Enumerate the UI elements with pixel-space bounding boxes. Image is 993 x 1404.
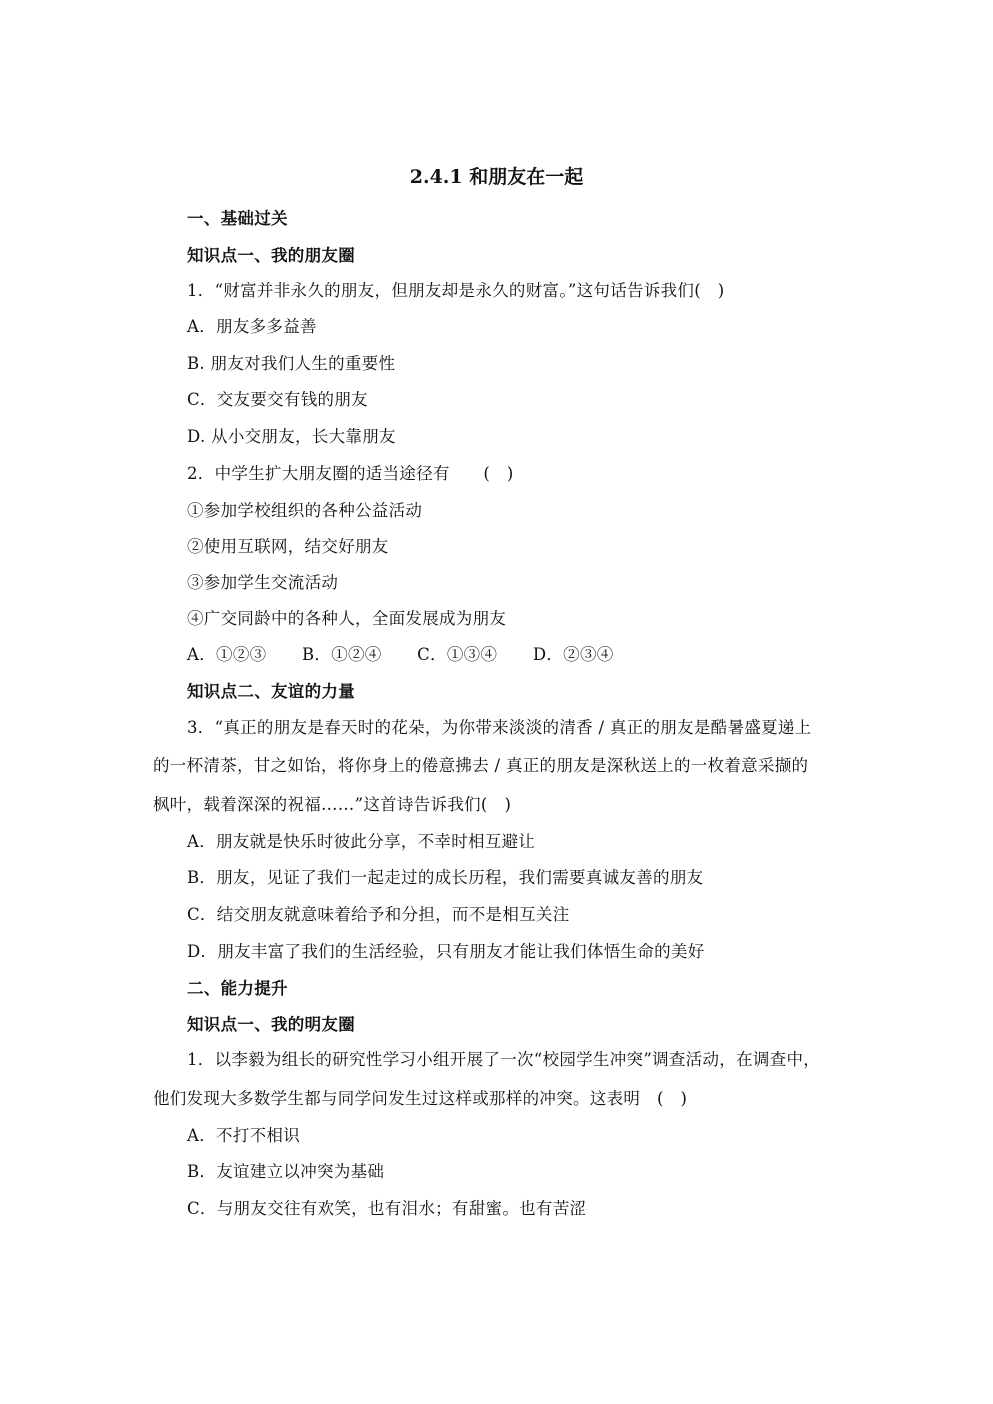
option-a: A．①②③ <box>187 645 267 664</box>
options-row <box>187 641 644 665</box>
knowledge-point-heading: 知识点一、我的朋友圈 <box>187 246 355 265</box>
statement-item: ④广交同龄中的各种人，全面发展成为朋友 <box>187 609 507 628</box>
option-b: B. 朋友对我们人生的重要性 <box>187 354 396 373</box>
option-d: D. 从小交朋友，长大靠朋友 <box>187 427 396 446</box>
section-heading-2: 二、能力提升 <box>187 979 288 998</box>
question-stem-line: 1．以李毅为组长的研究性学习小组开展了一次“校园学生冲突”调查活动，在调查中， <box>187 1050 821 1069</box>
option-a: A．不打不相识 <box>187 1126 301 1145</box>
option-d: D．②③④ <box>532 645 614 664</box>
statement-item: ①参加学校组织的各种公益活动 <box>187 501 423 520</box>
question-stem-line: 枫叶，载着深深的祝福……”这首诗告诉我们( ) <box>153 795 512 814</box>
question-stem: 1．“财富并非永久的朋友，但朋友却是永久的财富。”这句话告诉我们( ) <box>187 281 725 300</box>
option-d: D．朋友丰富了我们的生活经验，只有朋友才能让我们体悟生命的美好 <box>187 942 705 961</box>
option-b: B．①②④ <box>301 645 382 664</box>
option-c: C．结交朋友就意味着给予和分担，而不是相互关注 <box>187 905 570 924</box>
option-b: B．友谊建立以冲突为基础 <box>187 1162 385 1181</box>
question-stem-line: 3．“真正的朋友是春天时的花朵，为你带来淡淡的清香 / 真正的朋友是酷暑盛夏递上 <box>187 718 812 737</box>
option-c: C．与朋友交往有欢笑，也有泪水；有甜蜜。也有苦涩 <box>187 1199 587 1218</box>
knowledge-point-heading: 知识点二、友谊的力量 <box>187 682 355 701</box>
statement-item: ②使用互联网，结交好朋友 <box>187 537 389 556</box>
option-a: A．朋友就是快乐时彼此分享，不幸时相互避让 <box>187 832 536 851</box>
question-stem: 2．中学生扩大朋友圈的适当途径有 ( ) <box>187 464 514 483</box>
option-c: C．①③④ <box>417 645 498 664</box>
question-stem-line: 的一杯清茶，甘之如饴，将你身上的倦意拂去 / 真正的朋友是深秋送上的一枚着意采撷的 <box>153 756 809 775</box>
question-stem-line: 他们发现大多数学生都与同学问发生过这样或那样的冲突。这表明 ( ) <box>153 1089 688 1108</box>
option-a: A．朋友多多益善 <box>187 317 317 336</box>
statement-item: ③参加学生交流活动 <box>187 573 339 592</box>
option-c: C．交友要交有钱的朋友 <box>187 390 368 409</box>
document-title: 2.4.1 和朋友在一起 <box>409 166 584 188</box>
section-heading-1: 一、基础过关 <box>187 209 288 228</box>
knowledge-point-heading: 知识点一、我的明友圈 <box>187 1015 355 1034</box>
option-b: B．朋友，见证了我们一起走过的成长历程，我们需要真诚友善的朋友 <box>187 868 704 887</box>
